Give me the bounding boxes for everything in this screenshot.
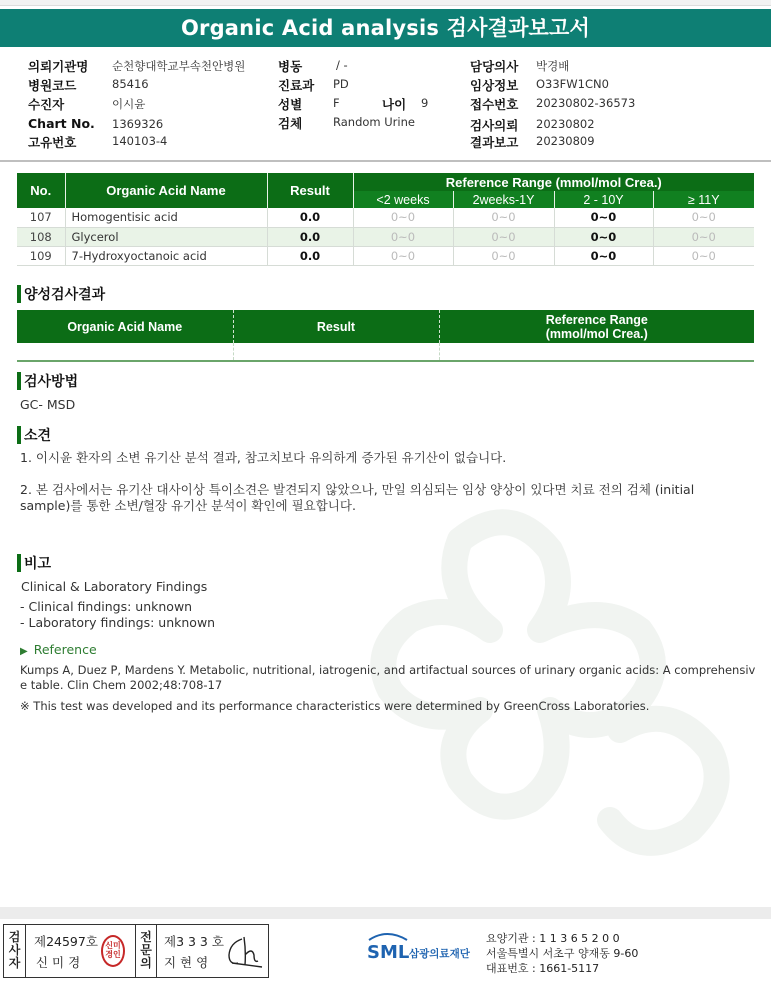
inspector-seal-icon: 신미경인 — [101, 935, 125, 967]
value-department: PD — [333, 77, 349, 91]
clinical-lab-heading: Clinical & Laboratory Findings — [21, 579, 208, 594]
address: 서울특별시 서초구 양재동 9-60 — [486, 947, 639, 960]
reference-citation-line1: Kumps A, Duez P, Mardens Y. Metabolic, nutritional, iatrogenic, and artifactual sources of urinary organic acids: A comprehensiv — [20, 663, 756, 677]
table-row — [17, 208, 754, 227]
top-border — [0, 0, 771, 6]
header-range-2w-1y: 2weeks-1Y — [453, 191, 554, 208]
label-doctor: 담당의사 — [470, 59, 519, 74]
cell-ref-highlight: 0~0 — [554, 208, 653, 227]
cell-name: 7-Hydroxyoctanoic acid — [65, 246, 267, 265]
cell-name: Glycerol — [65, 227, 267, 246]
reference-label: Reference — [33, 642, 97, 657]
pos-header-result: Result — [233, 310, 439, 343]
cell-no: 108 — [17, 227, 65, 246]
logo-text: SML — [367, 942, 410, 963]
org-code: 요양기관 : 1 1 3 6 5 2 0 0 — [486, 932, 620, 945]
label-result-report: 결과보고 — [470, 135, 519, 150]
finding-line-2b: sample)를 통한 소변/혈장 유기산 분석이 확인에 필요합니다. — [20, 498, 356, 513]
label-hospital-code: 병원코드 — [28, 78, 77, 93]
watermark-decoration-icon — [340, 480, 771, 910]
finding-line-1: 1. 이시윤 환자의 소변 유기산 분석 결과, 참고치보다 유의하게 증가된 유기산이 없습니다. — [20, 450, 507, 465]
value-chart-no: 1369326 — [112, 117, 164, 131]
cell-result: 0.0 — [267, 227, 353, 246]
value-test-request: 20230802 — [536, 117, 595, 131]
positive-results-table — [17, 310, 754, 362]
laboratory-findings: - Laboratory findings: unknown — [20, 615, 216, 630]
pos-header-reference-line2: (mmol/mol Crea.) — [545, 326, 648, 341]
label-age: 나이 — [382, 97, 407, 112]
value-clinical-info: O33FW1CN0 — [536, 77, 609, 91]
patient-info — [0, 55, 771, 155]
value-age: 9 — [421, 96, 429, 110]
label-patient: 수진자 — [28, 97, 65, 112]
phone: 대표번호 : 1661-5117 — [486, 962, 600, 975]
table-row — [17, 227, 754, 246]
cell-ref: 0~0 — [653, 227, 754, 246]
cell-result: 0.0 — [267, 208, 353, 227]
label-specimen: 검체 — [278, 116, 303, 131]
clinical-findings: - Clinical findings: unknown — [20, 599, 193, 614]
label-department: 진료과 — [278, 78, 315, 93]
label-sex: 성별 — [278, 97, 303, 112]
pos-header-name: Organic Acid Name — [17, 310, 233, 343]
label-clinical-info: 임상정보 — [470, 78, 519, 93]
cell-ref-highlight: 0~0 — [554, 227, 653, 246]
cell-ref-highlight: 0~0 — [554, 246, 653, 265]
cell-ref: 0~0 — [453, 246, 554, 265]
specialist-name: 지 현 영 — [164, 955, 209, 970]
inspector-label: 검사자 — [4, 925, 26, 977]
value-patient: 이시윤 — [112, 97, 146, 111]
header-range-under-2w: <2 weeks — [353, 191, 453, 208]
header-no: No. — [17, 173, 65, 208]
signature-icon — [224, 933, 264, 971]
label-receipt-no: 접수번호 — [470, 97, 519, 112]
cell-ref: 0~0 — [353, 246, 453, 265]
lab-info — [486, 931, 638, 976]
label-unique-no: 고유번호 — [28, 135, 77, 150]
label-ward: 병동 — [278, 59, 303, 74]
pos-header-reference — [439, 310, 754, 343]
reference-heading — [20, 642, 97, 660]
cell-no: 107 — [17, 208, 65, 227]
value-specimen: Random Urine — [333, 115, 415, 129]
label-test-request: 검사의뢰 — [470, 118, 519, 133]
value-ward: / - — [336, 58, 348, 72]
header-reference-range: Reference Range (mmol/mol Crea.) — [353, 173, 754, 191]
value-doctor: 박경배 — [536, 59, 570, 73]
developer-note: ※ This test was developed and its performance characteristics were determined by GreenCross Laboratories. — [20, 699, 650, 713]
value-sex: F — [333, 96, 340, 110]
inspector-name: 신 미 경 — [36, 955, 81, 970]
value-receipt-no: 20230802-36573 — [536, 96, 636, 110]
specialist-label: 전문의 — [135, 925, 157, 977]
empty-row — [17, 343, 754, 361]
report-title: Organic Acid analysis 검사결과보고서 — [0, 9, 771, 47]
foundation-name: 삼광의료재단 — [409, 948, 470, 960]
cell-no: 109 — [17, 246, 65, 265]
table-row — [17, 246, 754, 265]
remarks-title: 비고 — [17, 553, 51, 573]
cell-ref: 0~0 — [453, 208, 554, 227]
sml-logo-icon — [367, 930, 482, 970]
inspector-number: 제24597호 — [34, 934, 98, 949]
value-hospital-code: 85416 — [112, 77, 149, 91]
header-range-11y-plus: ≥ 11Y — [653, 191, 754, 208]
value-unique-no: 140103-4 — [112, 134, 168, 148]
specialist-number: 제3 3 3 호 — [164, 934, 224, 949]
positive-results-title: 양성검사결과 — [17, 284, 105, 304]
method-text: GC- MSD — [20, 397, 76, 412]
info-divider — [0, 160, 771, 162]
cell-ref: 0~0 — [453, 227, 554, 246]
cell-ref: 0~0 — [353, 227, 453, 246]
value-result-report: 20230809 — [536, 134, 595, 148]
cell-ref: 0~0 — [653, 246, 754, 265]
value-requesting-institution: 순천향대학교부속천안병원 — [112, 59, 246, 73]
cell-ref: 0~0 — [353, 208, 453, 227]
cell-result: 0.0 — [267, 246, 353, 265]
reference-citation-line2: e table. Clin Chem 2002;48:708-17 — [20, 678, 223, 692]
footer-band — [0, 907, 771, 919]
cell-ref: 0~0 — [653, 208, 754, 227]
method-title: 검사방법 — [17, 371, 78, 391]
label-chart-no: Chart No. — [28, 116, 95, 131]
pos-header-reference-line1: Reference Range — [545, 312, 648, 327]
header-range-2-10y: 2 - 10Y — [554, 191, 653, 208]
findings-title: 소견 — [17, 425, 51, 445]
triangle-right-icon: ▶ — [20, 646, 28, 657]
header-result: Result — [267, 173, 353, 208]
signature-box — [3, 924, 269, 978]
header-name: Organic Acid Name — [65, 173, 267, 208]
finding-line-2a: 2. 본 검사에서는 유기산 대사이상 특이소견은 발견되지 않았으나, 만일 의심되는 임상 양상이 있다면 치료 전의 검체 (initial — [20, 482, 695, 497]
cell-name: Homogentisic acid — [65, 208, 267, 227]
label-requesting-institution: 의뢰기관명 — [28, 59, 89, 74]
results-table — [17, 173, 754, 266]
